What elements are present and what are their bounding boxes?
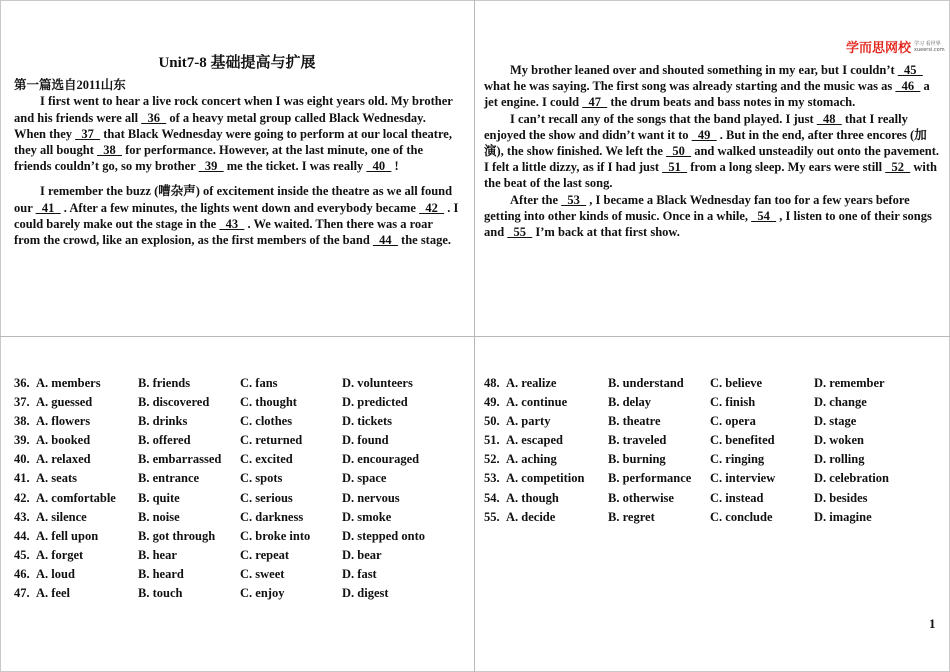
option-row-45: 45. A. forget B. hear C. repeat D. bear (14, 547, 382, 562)
blank-49: 49 (691, 127, 717, 142)
option-row-40: 40. A. relaxed B. embarrassed C. excited D. encouraged (14, 452, 420, 467)
option-row-36: 36. A. members B. friends C. fans D. volunteers (14, 376, 413, 390)
blank-37: 37 (75, 126, 101, 141)
page-number: 1 (929, 616, 936, 631)
option-row-54: 54. A. though B. otherwise C. instead D. besides (484, 490, 868, 505)
blank-39: 39 (198, 159, 224, 174)
blank-52: 52 (885, 160, 911, 175)
option-row-49: 49. A. continue B. delay C. finish D. change (484, 395, 867, 410)
option-row-42: 42. A. comfortable B. quite C. serious D. nervous (14, 490, 400, 505)
option-row-52: 52. A. aching B. burning C. ringing D. rolling (484, 452, 865, 467)
option-row-46: 46. A. loud B. heard C. sweet D. fast (14, 566, 377, 581)
blank-48: 48 (816, 111, 842, 126)
paragraph-4: I can’t recall any of the songs that the band played. I just 48 that I really enjoyed the show and didn’t want it to 49 . But in the end, after three encores (加演), the show finished. We left the 50 and walked unsteadily out onto the pavement. I felt a little dizzy, as if I had just 51 from a long sleep. My ears were still 52 with the beat of the last song. (484, 111, 940, 191)
paragraph-5: After the 53 , I became a Black Wednesday fan too for a few years before getting into other kinds of music. Once in a while, 54 , I listen to one of their songs and 55 I’m back at that first show. (484, 192, 932, 240)
options-right (484, 376, 889, 529)
option-row-37: 37. A. guessed B. discovered C. thought D. predicted (14, 395, 408, 410)
blank-54: 54 (751, 208, 777, 223)
option-row-55: 55. A. decide B. regret C. conclude D. imagine (484, 509, 872, 524)
blank-38: 38 (97, 143, 123, 158)
option-row-53: 53. A. competition B. performance C. interview D. celebration (484, 471, 889, 486)
option-row-41: 41. A. seats B. entrance C. spots D. space (14, 471, 387, 486)
blank-47: 47 (582, 95, 608, 110)
brand-logo (846, 37, 945, 56)
blank-51: 51 (662, 160, 688, 175)
logo-tagline: 学习 看世界 (914, 40, 941, 47)
source-note: 第一篇选自2011山东 (14, 78, 126, 93)
blank-40: 40 (366, 159, 392, 174)
option-row-48: 48. A. realize B. understand C. believe D. remember (484, 376, 885, 390)
option-row-38: 38. A. flowers B. drinks C. clothes D. tickets (14, 414, 392, 429)
option-row-47: 47. A. feel B. touch C. enjoy D. digest (14, 586, 389, 601)
passage-right (484, 62, 940, 240)
passage-left (14, 55, 460, 248)
blank-53: 53 (561, 192, 587, 207)
blank-41: 41 (35, 200, 61, 215)
option-row-50: 50. A. party B. theatre C. opera D. stage (484, 414, 857, 429)
option-row-44: 44. A. fell upon B. got through C. broke into D. stepped onto (14, 528, 425, 543)
blank-44: 44 (372, 233, 398, 248)
page-title: Unit7-8 基础提高与扩展 (158, 55, 316, 71)
option-row-39: 39. A. booked B. offered C. returned D. found (14, 433, 389, 448)
paragraph-3: My brother leaned over and shouted something in my ear, but I couldn’t 45 what he was saying. The first song was already starting and the music was as 46 a jet engine. I could 47 the drum beats and bass notes in my stomach. (484, 63, 930, 110)
paragraph-1: I first went to hear a live rock concert when I was eight years old. My brother and his friends were all 36 of a heavy metal group called Black Wednesday. When they 37 that Black Wednesday were going to perform at our local theatre, they all bought 38 for performance. However, at the last minute, one of the friends couldn’t go, so my brother 39 me the ticket. I was really 40 ! (14, 94, 453, 174)
blank-45: 45 (897, 63, 923, 77)
paragraph-2: I remember the buzz (嘈杂声) of excitement inside the theatre as we all found our 41 . After a few minutes, the lights went down and everybody became 42 . I could barely make out the stage in the 43 . We waited. Then there was a roar from the crowd, like an explosion, as the first members of the band 44 the stage. (14, 184, 459, 248)
option-row-51: 51. A. escaped B. traveled C. benefited D. woken (484, 433, 865, 448)
blank-43: 43 (219, 216, 245, 231)
options-left (14, 376, 425, 605)
logo-text: 学而思网校 (846, 41, 912, 56)
blank-55: 55 (507, 225, 533, 240)
blank-46: 46 (895, 79, 921, 94)
option-row-43: 43. A. silence B. noise C. darkness D. smoke (14, 509, 392, 524)
blank-42: 42 (419, 200, 445, 215)
blank-50: 50 (666, 144, 692, 159)
logo-url: xueersi.com (914, 46, 945, 53)
horizontal-divider (0, 336, 950, 337)
blank-36: 36 (141, 110, 167, 125)
